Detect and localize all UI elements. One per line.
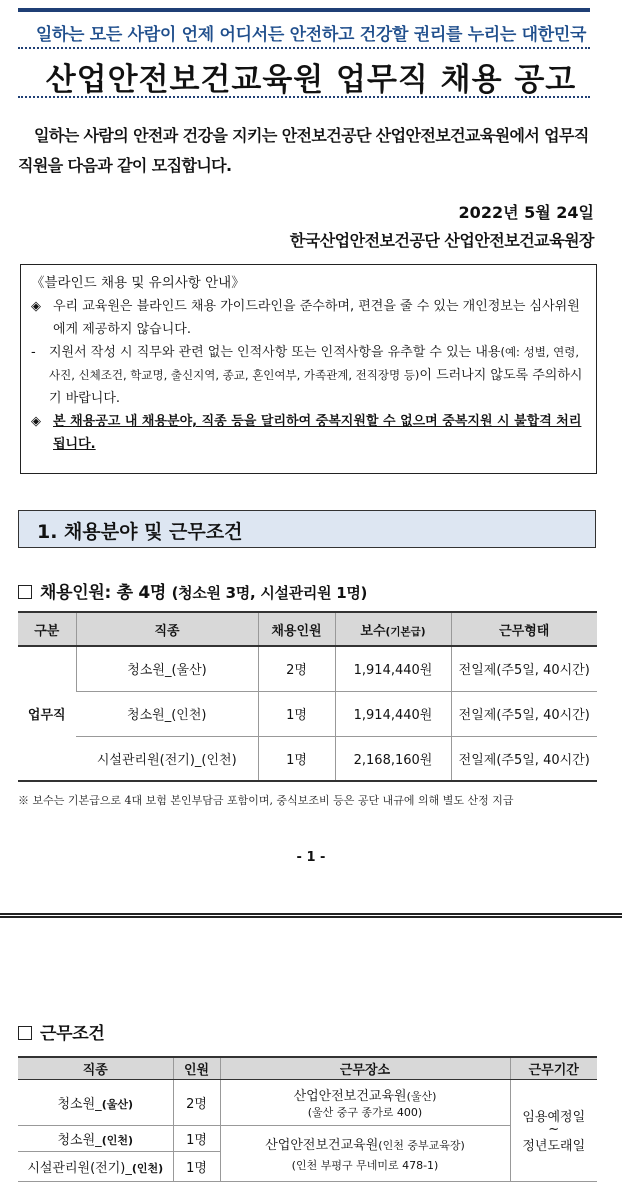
header-place: 근무장소	[220, 1057, 510, 1079]
blind-hiring-notice-box	[20, 264, 597, 474]
place-cell-incheon	[220, 1125, 510, 1181]
job-name: 시설관리원(전기)_	[27, 1160, 132, 1176]
job-name: 청소원_	[57, 1096, 102, 1112]
table-header-row	[18, 612, 597, 646]
table-row	[18, 646, 597, 691]
header-job: 직종	[76, 612, 258, 646]
section-heading: 1. 채용분야 및 근무조건	[18, 510, 596, 548]
page-number: - 1 -	[296, 850, 326, 865]
header-category: 구분	[18, 612, 76, 646]
top-double-rule	[18, 8, 590, 12]
notice-item-2-text-a: 지원서 작성 시 직무와 관련 없는 인적사항 또는 인적사항을 유추할 수 있는 내용	[49, 345, 501, 360]
job-cell	[18, 1079, 173, 1125]
header-pay-label: 보수	[360, 623, 386, 639]
place-org: 산업안전보건교육원	[265, 1137, 379, 1153]
notice-title: 《블라인드 채용 및 유의사항 안내》	[31, 275, 245, 291]
header-period: 근무기간	[510, 1057, 597, 1079]
count-cell: 2명	[173, 1079, 220, 1125]
header-pay	[335, 612, 451, 646]
place-address: (인천 부평구 무네미로 478-1)	[291, 1158, 439, 1172]
notice-item-2	[31, 341, 586, 410]
page-break-divider	[0, 913, 622, 918]
diamond-bullet-icon: ◈	[31, 299, 41, 314]
conditions-heading	[18, 1019, 105, 1044]
announcement-date: 2022년 5월 24일	[458, 203, 594, 222]
category-cell: 업무직	[18, 646, 76, 781]
recruit-heading-text: 채용인원: 총 4명	[40, 583, 166, 603]
diamond-bullet-icon: ◈	[31, 414, 41, 429]
work-type-cell: 전일제(주5일, 40시간)	[451, 691, 597, 736]
recruit-heading	[18, 578, 367, 603]
pay-footnote: ※ 보수는 기본급으로 4대 보험 본인부담금 포함이며, 중식보조비 등은 공단 내규에 의해 별도 산정 지급	[18, 794, 514, 807]
notice-item-1	[31, 295, 586, 341]
dotted-rule-2	[18, 96, 590, 98]
conditions-heading-text: 근무조건	[40, 1024, 105, 1044]
work-conditions-table	[18, 1056, 597, 1182]
place-name	[221, 1134, 510, 1153]
checkbox-square-icon	[18, 585, 32, 599]
dash-bullet: -	[31, 345, 36, 360]
place-cell-ulsan	[220, 1079, 510, 1125]
job-cell: 청소원_(인천)	[76, 691, 258, 736]
checkbox-square-icon	[18, 1026, 32, 1040]
dotted-rule-1	[18, 47, 590, 49]
header-work-type: 근무형태	[451, 612, 597, 646]
job-cell: 청소원_(울산)	[76, 646, 258, 691]
header-count: 채용인원	[258, 612, 335, 646]
count-cell: 1명	[258, 736, 335, 781]
notice-item-2-examples: (예: 성별, 연령, 사진, 신체조건, 학교명, 출신지역, 종교, 혼인여부, 가족관계, 전직장명 등)	[49, 345, 579, 382]
table-row	[18, 691, 597, 736]
place-address: (울산 중구 종가로 400)	[307, 1105, 423, 1119]
place-branch: (인천 중부교육장)	[378, 1138, 465, 1152]
place-branch: (울산)	[406, 1089, 437, 1103]
job-region: (울산)	[101, 1097, 133, 1111]
notice-item-1-text: 우리 교육원은 블라인드 채용 가이드라인을 준수하며, 편견을 줄 수 있는 개인정보는 심사위원에게 제공하지 않습니다.	[53, 299, 580, 337]
table-row	[18, 736, 597, 781]
job-cell	[18, 1125, 173, 1151]
count-cell: 2명	[258, 646, 335, 691]
place-name	[221, 1085, 510, 1104]
pay-cell: 1,914,440원	[335, 691, 451, 736]
table-row	[18, 1079, 597, 1125]
pay-cell: 1,914,440원	[335, 646, 451, 691]
period-start: 임용예정일	[522, 1110, 586, 1125]
header-job: 직종	[18, 1057, 173, 1079]
count-cell: 1명	[173, 1125, 220, 1151]
job-cell: 시설관리원(전기)_(인천)	[76, 736, 258, 781]
job-cell	[18, 1151, 173, 1181]
issuer-name: 한국산업안전보건공단 산업안전보건교육원장	[289, 231, 594, 250]
count-cell: 1명	[258, 691, 335, 736]
notice-item-3	[31, 410, 586, 456]
header-count: 인원	[173, 1057, 220, 1079]
notice-item-3-text: 본 채용공고 내 채용분야, 직종 등을 달리하여 중복지원할 수 없으며 중복지원 시 불합격 처리됩니다.	[53, 414, 582, 452]
job-region: (인천)	[131, 1161, 164, 1175]
place-org: 산업안전보건교육원	[293, 1088, 407, 1104]
period-separator: ~	[548, 1122, 560, 1137]
work-type-cell: 전일제(주5일, 40시간)	[451, 646, 597, 691]
page-title: 산업안전보건교육원 업무직 채용 공고	[45, 62, 577, 98]
recruit-heading-detail: (청소원 3명, 시설관리원 1명)	[171, 584, 368, 602]
recruitment-table	[18, 611, 597, 782]
pay-cell: 2,168,160원	[335, 736, 451, 781]
slogan: 일하는 모든 사람이 언제 어디서든 안전하고 건강할 권리를 누리는 대한민국	[35, 25, 587, 45]
work-type-cell: 전일제(주5일, 40시간)	[451, 736, 597, 781]
period-cell	[510, 1079, 597, 1181]
intro-paragraph: 일하는 사람의 안전과 건강을 지키는 안전보건공단 산업안전보건교육원에서 업무직 직원을 다음과 같이 모집합니다.	[18, 126, 589, 175]
notice-item-2-text-b: 이 드러나지 않도록 주의하시기 바랍니다.	[49, 368, 583, 406]
count-cell: 1명	[173, 1151, 220, 1181]
header-pay-note: (기본급)	[385, 625, 426, 638]
period-end: 정년도래일	[522, 1139, 586, 1154]
job-region: (인천)	[101, 1133, 133, 1147]
job-name: 청소원_	[57, 1132, 102, 1148]
table-header-row	[18, 1057, 597, 1079]
